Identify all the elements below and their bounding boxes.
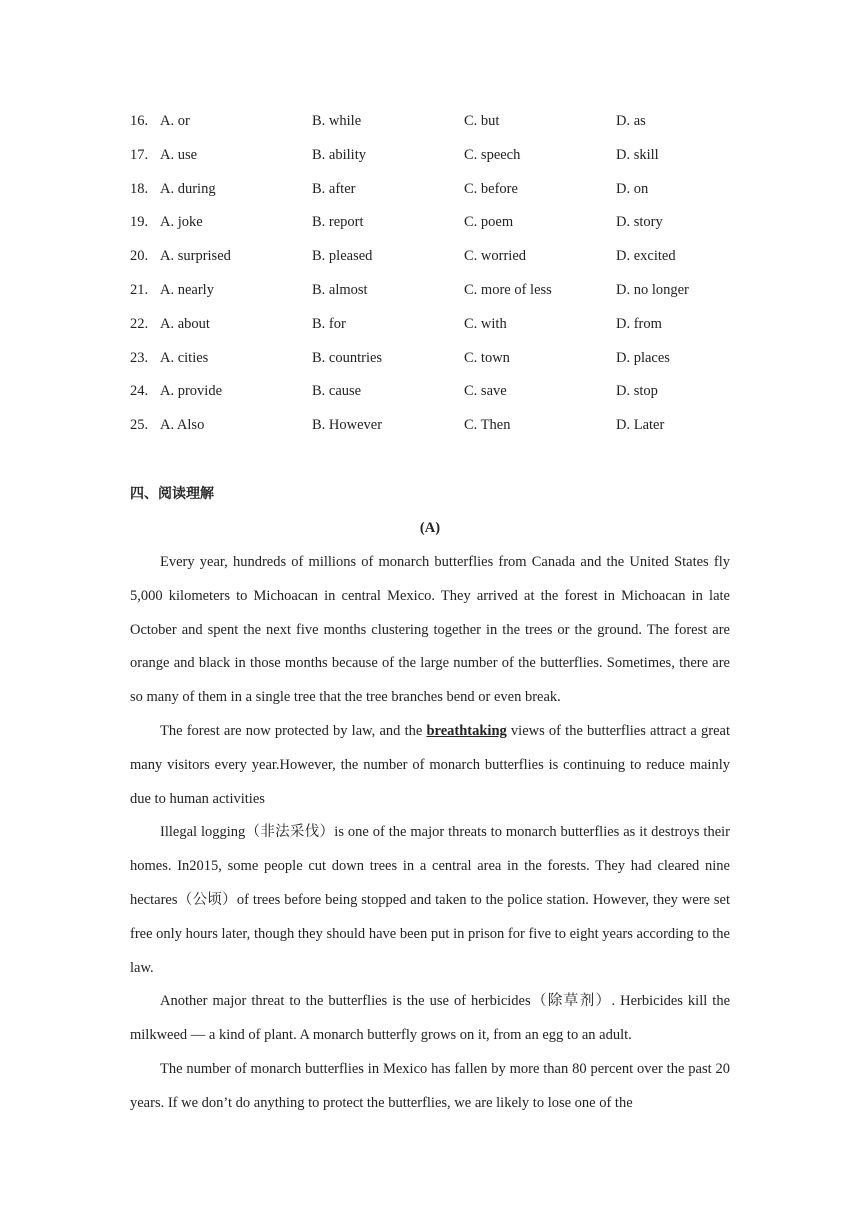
- option-a: A. use: [160, 146, 198, 163]
- question-number: 20.: [130, 248, 149, 265]
- question-number: 23.: [130, 349, 149, 366]
- question-number: 19.: [130, 214, 149, 231]
- option-row: [130, 377, 750, 411]
- option-a: A. Also: [160, 417, 205, 434]
- option-row: [130, 208, 750, 242]
- option-b: B. for: [312, 315, 346, 332]
- option-d: D. on: [616, 180, 649, 197]
- option-c: C. worried: [464, 248, 527, 265]
- question-number: 25.: [130, 417, 149, 434]
- option-d: D. stop: [616, 383, 658, 400]
- option-row: [130, 344, 750, 378]
- option-d: D. no longer: [616, 281, 689, 298]
- option-row: [130, 276, 750, 310]
- question-number: 17.: [130, 146, 149, 163]
- paragraph: Another major threat to the butterflies is the use of herbicides（除草剂）. Herbicides kill the milkweed — a kind of plant. A monarch butterfly grows on it, from an egg to an adult.: [130, 993, 730, 1044]
- option-b: B. However: [312, 417, 383, 434]
- option-b: B. after: [312, 180, 356, 197]
- reading-passage: [130, 546, 730, 1121]
- option-c: C. Then: [464, 417, 511, 434]
- paragraph: Every year, hundreds of millions of monarch butterflies from Canada and the United States fly 5,000 kilometers to Michoacan in central Mexico. They arrived at the forest in Michoacan in late October and spent the next five months clustering together in the trees or the ground. The forest are orange and black in those months because of the large number of the butterflies. Sometimes, there are so many of them in a single tree that the tree branches bend or even break.: [130, 554, 730, 706]
- option-c: C. poem: [464, 214, 514, 231]
- option-b: B. while: [312, 113, 362, 129]
- option-row: [130, 310, 750, 344]
- option-c: C. speech: [464, 146, 521, 163]
- option-b: B. countries: [312, 349, 383, 366]
- option-c: C. before: [464, 180, 518, 197]
- option-row: [130, 175, 750, 209]
- option-d: D. as: [616, 113, 646, 129]
- option-d: D. story: [616, 214, 663, 231]
- option-a: A. nearly: [160, 281, 214, 298]
- question-number: 24.: [130, 383, 149, 400]
- option-row: [130, 107, 750, 141]
- section-title: 四、阅读理解: [130, 486, 214, 502]
- paragraph-text: views of the butterflies attract a great many visitors every year.However, the number of monarch butterflies is continuing to reduce mainly due to human activities: [130, 722, 730, 807]
- paragraph: [130, 715, 730, 816]
- option-d: D. places: [616, 349, 670, 366]
- option-a: A. about: [160, 315, 210, 332]
- option-c: C. more of less: [464, 281, 552, 298]
- option-row: [130, 411, 750, 445]
- highlighted-word: breathtaking: [426, 722, 507, 739]
- option-a: A. provide: [160, 383, 223, 400]
- option-d: D. excited: [616, 248, 676, 265]
- option-a: A. joke: [160, 214, 203, 231]
- option-c: C. town: [464, 349, 510, 366]
- option-d: D. Later: [616, 417, 665, 434]
- paragraph: The number of monarch butterflies in Mexico has fallen by more than 80 percent over the past 20 years. If we don’t do anything to protect the butterflies, we are likely to lose one of the: [130, 1060, 730, 1111]
- paragraph-text: The forest are now protected by law, and the: [160, 722, 427, 739]
- paragraph: Illegal logging（非法采伐）is one of the major threats to monarch butterflies as it destroys their homes. In2015, some people cut down trees in a central area in the forests. They had cleared nine hectares（公顷）of trees before being stopped and taken to the police station. However, they were set free only hours later, though they should have been put in prison for five to eight years according to the law.: [130, 824, 730, 976]
- option-b: B. ability: [312, 146, 366, 163]
- question-number: 21.: [130, 281, 149, 298]
- option-a: A. or: [160, 113, 190, 129]
- option-a: A. cities: [160, 349, 209, 366]
- option-b: B. pleased: [312, 248, 373, 265]
- question-number: 18.: [130, 180, 149, 197]
- option-row: [130, 141, 750, 175]
- option-a: A. during: [160, 180, 216, 197]
- option-b: B. almost: [312, 281, 368, 298]
- option-c: C. but: [464, 113, 500, 129]
- question-number: 16.: [130, 113, 149, 129]
- option-d: D. from: [616, 315, 662, 332]
- option-c: C. save: [464, 383, 507, 400]
- option-b: B. report: [312, 214, 364, 231]
- question-number: 22.: [130, 315, 149, 332]
- option-row: [130, 242, 750, 276]
- options-list: [130, 107, 750, 445]
- passage-label: (A): [419, 520, 441, 536]
- option-b: B. cause: [312, 383, 362, 400]
- option-a: A. surprised: [160, 248, 231, 265]
- option-c: C. with: [464, 315, 507, 332]
- option-d: D. skill: [616, 146, 659, 163]
